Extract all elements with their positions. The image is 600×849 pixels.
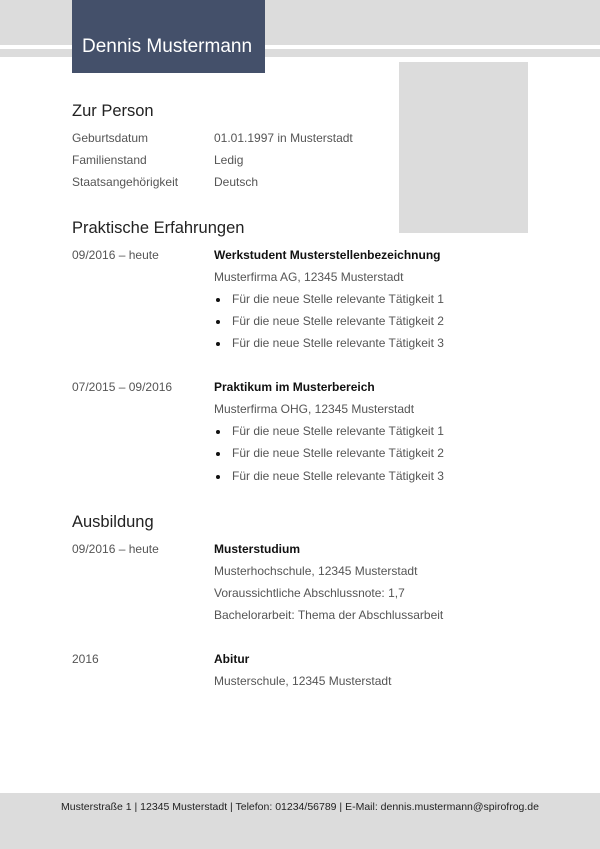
- section-title-education: Ausbildung: [72, 513, 154, 531]
- experience-1-task-2: Für die neue Stelle relevante Tätigkeit 2: [232, 314, 444, 328]
- experience-2-role: Praktikum im Musterbereich: [214, 380, 375, 394]
- footer-contact: Musterstraße 1 | 12345 Musterstadt | Telefon: 01234/56789 | E-Mail: dennis.mustermann@spirofrog.de: [61, 801, 539, 813]
- person-value-birthdate: 01.01.1997 in Musterstadt: [214, 131, 353, 145]
- candidate-name: Dennis Mustermann: [82, 36, 253, 57]
- person-label-nationality: Staatsangehörigkeit: [72, 175, 179, 189]
- bullet-icon: [216, 298, 220, 302]
- experience-2-company: Musterfirma OHG, 12345 Musterstadt: [214, 402, 415, 416]
- person-label-birthdate: Geburtsdatum: [72, 131, 149, 145]
- experience-1-task-1: Für die neue Stelle relevante Tätigkeit 1: [232, 292, 444, 306]
- experience-2-task-3: Für die neue Stelle relevante Tätigkeit 3: [232, 469, 444, 483]
- education-2-institution: Musterschule, 12345 Musterstadt: [214, 674, 392, 688]
- education-1-grade: Voraussichtliche Abschlussnote: 1,7: [214, 586, 405, 600]
- education-1-thesis: Bachelorarbeit: Thema der Abschlussarbeit: [214, 608, 444, 622]
- bullet-icon: [216, 452, 220, 456]
- person-value-marital-status: Ledig: [214, 153, 244, 167]
- experience-2-task-2: Für die neue Stelle relevante Tätigkeit 2: [232, 446, 444, 460]
- education-1-degree: Musterstudium: [214, 542, 301, 556]
- experience-1-task-3: Für die neue Stelle relevante Tätigkeit 3: [232, 336, 444, 350]
- bullet-icon: [216, 320, 220, 324]
- education-2-period: 2016: [72, 652, 99, 666]
- education-2-degree: Abitur: [214, 652, 250, 666]
- photo-placeholder: [399, 62, 528, 233]
- experience-2-task-1: Für die neue Stelle relevante Tätigkeit 1: [232, 424, 444, 438]
- experience-1-period: 09/2016 – heute: [72, 248, 159, 262]
- experience-1-company: Musterfirma AG, 12345 Musterstadt: [214, 270, 404, 284]
- education-1-institution: Musterhochschule, 12345 Musterstadt: [214, 564, 418, 578]
- section-title-person: Zur Person: [72, 102, 154, 120]
- person-value-nationality: Deutsch: [214, 175, 259, 189]
- bullet-icon: [216, 475, 220, 479]
- section-title-experience: Praktische Erfahrungen: [72, 219, 245, 237]
- experience-2-period: 07/2015 – 09/2016: [72, 380, 173, 394]
- education-1-period: 09/2016 – heute: [72, 542, 159, 556]
- bullet-icon: [216, 342, 220, 346]
- experience-1-role: Werkstudent Musterstellenbezeichnung: [214, 248, 441, 262]
- bullet-icon: [216, 430, 220, 434]
- person-label-marital-status: Familienstand: [72, 153, 147, 167]
